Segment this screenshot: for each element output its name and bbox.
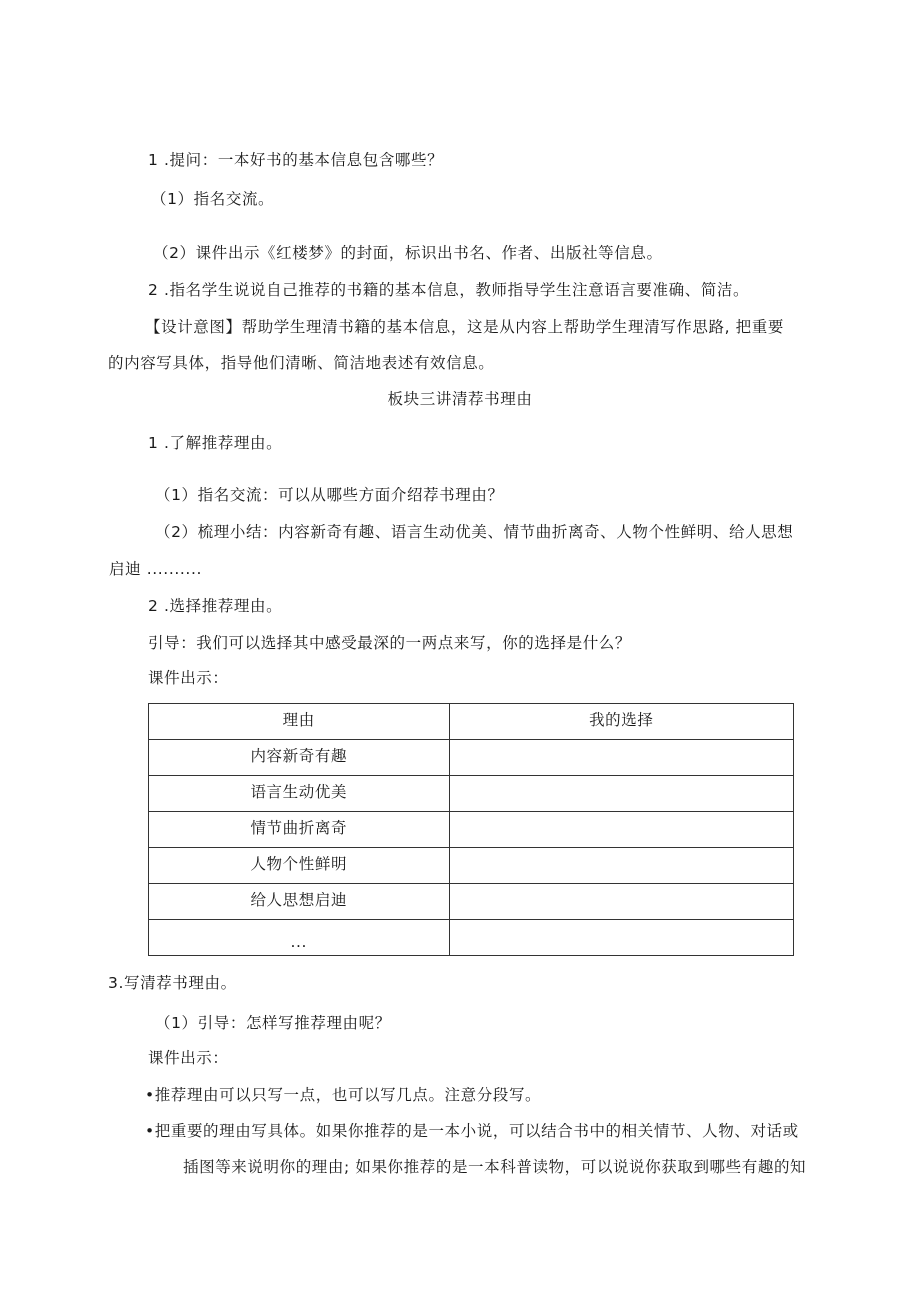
- reason-step-1-item-2-line-1: （2）梳理小结：内容新奇有趣、语言生动优美、情节曲折离奇、人物个性鲜明、给人思想: [155, 523, 794, 541]
- question-2: 2 .指名学生说说自己推荐的书籍的基本信息，教师指导学生注意语言要准确、简洁。: [148, 281, 750, 299]
- table-row: [149, 848, 794, 884]
- table-row: [149, 776, 794, 812]
- courseware-label-1: 课件出示：: [148, 669, 229, 687]
- table-row-ellipsis: [149, 920, 794, 956]
- table-row: [149, 812, 794, 848]
- design-intent-line-2: 的内容写具体，指导他们清晰、简洁地表述有效信息。: [108, 354, 495, 372]
- reason-table: [148, 703, 794, 956]
- section-title: 板块三讲清荐书理由: [387, 390, 533, 408]
- courseware-label-2: 课件出示：: [148, 1049, 229, 1067]
- table-row: [149, 884, 794, 920]
- table-cell-choice: [449, 848, 793, 884]
- table-cell-reason: 给人思想启迪: [149, 884, 450, 920]
- reason-step-3: 3.写清荐书理由。: [108, 974, 237, 992]
- table-cell-choice: [449, 740, 793, 776]
- bullet-2-line-2: 插图等来说明你的理由; 如果你推荐的是一本科普读物，可以说说你获取到哪些有趣的知: [183, 1158, 807, 1176]
- table-cell-choice: [449, 920, 793, 956]
- table-header-reason: 理由: [149, 704, 450, 740]
- table-cell-reason: 内容新奇有趣: [149, 740, 450, 776]
- reason-step-1-item-1: （1）指名交流：可以从哪些方面介绍荐书理由？: [155, 486, 504, 504]
- bullet-2-line-1: •把重要的理由写具体。如果你推荐的是一本小说，可以结合书中的相关情节、人物、对话或: [145, 1122, 799, 1140]
- reason-step-1-item-2-line-2: 启迪 ..........: [109, 560, 202, 578]
- question-1: 1 .提问：一本好书的基本信息包含哪些？: [148, 151, 444, 169]
- guide-text: 引导：我们可以选择其中感受最深的一两点来写，你的选择是什么？: [148, 634, 632, 652]
- table-header-row: [149, 704, 794, 740]
- table-cell-reason: 语言生动优美: [149, 776, 450, 812]
- table-cell-choice: [449, 884, 793, 920]
- table-cell-choice: [449, 812, 793, 848]
- table-cell-reason: 情节曲折离奇: [149, 812, 450, 848]
- design-intent-line-1: 【设计意图】帮助学生理清书籍的基本信息，这是从内容上帮助学生理清写作思路, 把重要: [145, 318, 784, 336]
- bullet-1: •推荐理由可以只写一点，也可以写几点。注意分段写。: [145, 1086, 542, 1104]
- table-cell-choice: [449, 776, 793, 812]
- question-1-item-2: （2）课件出示《红楼梦》的封面，标识出书名、作者、出版社等信息。: [153, 244, 663, 262]
- reason-step-3-item-1: （1）引导：怎样写推荐理由呢？: [155, 1014, 391, 1032]
- question-1-item-1: （1）指名交流。: [151, 190, 275, 208]
- table-row: [149, 740, 794, 776]
- reason-step-1: 1 .了解推荐理由。: [148, 434, 283, 452]
- reason-step-2: 2 .选择推荐理由。: [148, 597, 283, 615]
- table-cell-reason: 人物个性鲜明: [149, 848, 450, 884]
- table-header-choice: 我的选择: [449, 704, 793, 740]
- table-cell-ellipsis: ...: [149, 920, 450, 956]
